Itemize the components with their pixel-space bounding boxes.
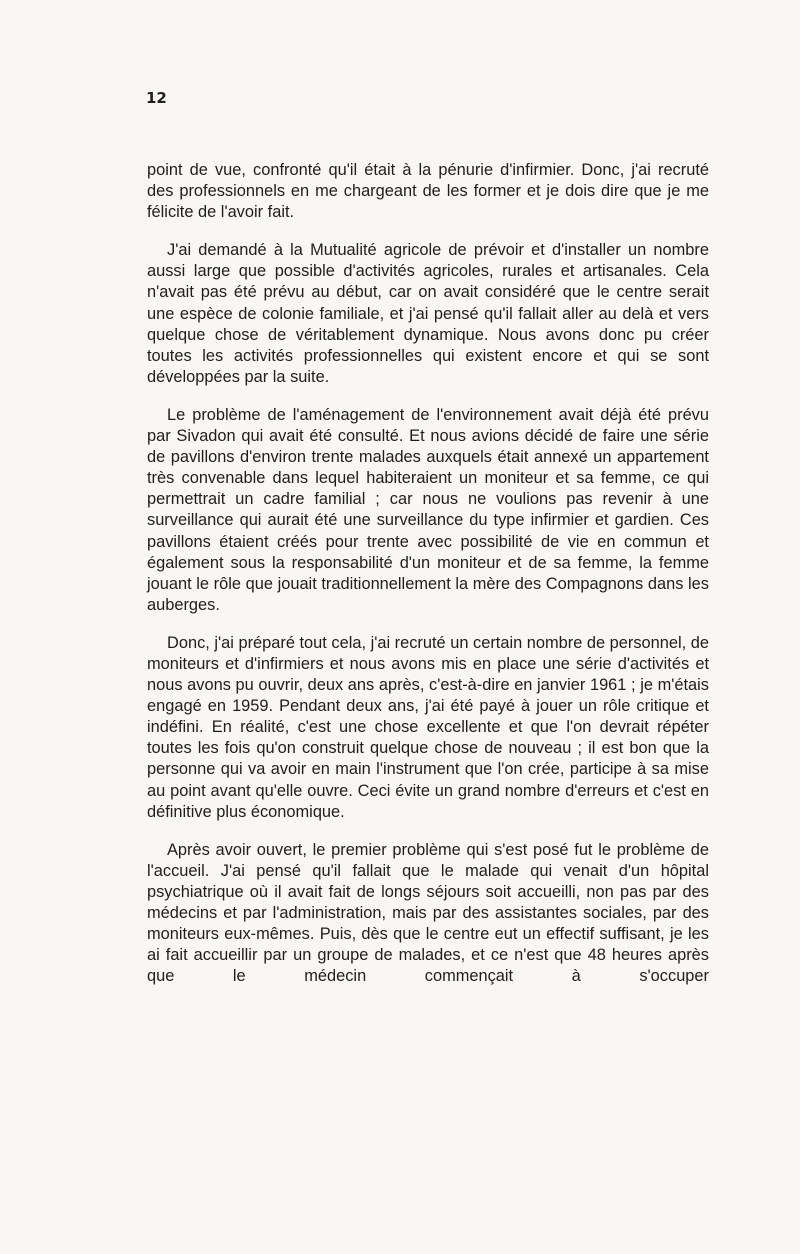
paragraph-2: J'ai demandé à la Mutualité agricole de prévoir et d'installer un nombre aussi large que possible d'activités agricoles, rurales et artisanales. Cela n'avait pas été prévu au début, car on avait considéré que le centre serait une espèce de colonie familiale, et j'ai pensé qu'il fallait aller au delà et vers quelque chose de véritablement dynamique. Nous avons donc pu créer toutes les activités professionnelles qui existent encore et qui se sont développées par la suite.	[147, 241, 709, 386]
body-text	[147, 160, 709, 1004]
paragraph-4: Donc, j'ai préparé tout cela, j'ai recruté un certain nombre de personnel, de moniteurs et d'infirmiers et nous avons mis en place une série d'activités et nous avons pu ouvrir, deux ans après, c'est-à-dire en janvier 1961 ; je m'étais engagé en 1959. Pendant deux ans, j'ai été payé à jouer un rôle critique et indéfini. En réalité, c'est une chose excellente et que l'on devrait répéter toutes les fois qu'on construit quelque chose de nouveau ; il est bon que la personne qui va avoir en main l'instrument que l'on crée, participe à sa mise au point avant qu'elle ouvre. Ceci évite un grand nombre d'erreurs et c'est en définitive plus économique.	[147, 633, 709, 821]
paragraph-3: Le problème de l'aménagement de l'environnement avait déjà été prévu par Sivadon qui avait été consulté. Et nous avions décidé de faire une série de pavillons d'environ trente malades auxquels était annexé un appartement très convenable dans lequel habiteraient un moniteur et sa femme, ce qui permettrait un cadre familial ; car nous ne voulions pas revenir à une surveillance qui aurait été une surveillance du type infirmier et gardien. Ces pavillons étaient créés pour trente avec possibilité de vie en commun et également sous la responsabilité d'un moniteur et de sa femme, la femme jouant le rôle que jouait traditionnellement la mère des Compagnons dans les auberges.	[147, 405, 709, 614]
paragraph-5: Après avoir ouvert, le premier problème qui s'est posé fut le problème de l'accueil. J'ai pensé qu'il fallait que le malade qui venait d'un hôpital psychiatrique où il avait fait de longs séjours soit accueilli, non pas par des médecins et par l'administration, mais par des assistantes sociales, par des moniteurs eux-mêmes. Puis, dès que le centre eut un effectif suffisant, je les ai fait accueillir par un groupe de malades, et ce n'est que 48 heures après que le médecin commençait à s'occuper	[147, 840, 709, 986]
page-number: 12	[146, 89, 167, 107]
paragraph-1: point de vue, confronté qu'il était à la pénurie d'infirmier. Donc, j'ai recruté des professionnels en me chargeant de les former et je dois dire que je me félicite de l'avoir fait.	[147, 161, 709, 222]
